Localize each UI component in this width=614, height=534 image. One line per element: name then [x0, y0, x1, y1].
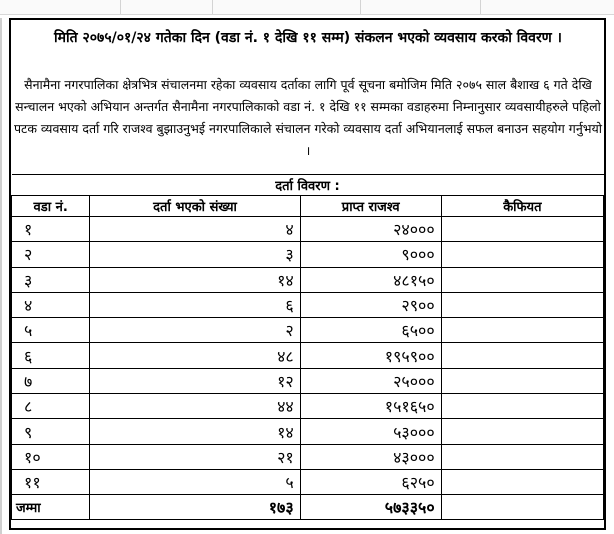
registration-count-cell: २१: [90, 444, 300, 469]
registration-count-cell: २: [90, 318, 300, 343]
table-row: [12, 343, 604, 368]
table-row: [12, 368, 604, 393]
revenue-amount-cell: २९००: [300, 292, 441, 317]
ward-number-cell: ३: [12, 267, 90, 292]
table-row: [12, 469, 604, 494]
header-ward: वडा नं.: [12, 196, 90, 217]
table-row: [12, 318, 604, 343]
registration-count-cell: ३: [90, 242, 300, 267]
report-intro: सैनामैना नगरपालिका क्षेत्रभित्र संचालनमा रहेका व्यवसाय दर्ताका लागि पूर्व सूचना बमोजिम मिति २०७५ साल बैशाख ६ गते देखि सन्चालन भएको अभियान अन्तर्गत सैनामैना नगरपालिकाको वडा नं. १ देखि ११ सम्मका वडाहरुमा निम्नानुसार व्यवसायीहरुले पहिलो पटक व्यवसाय दर्ता गरि राजश्व बुझाउनुभई नगरपालिकाले संचालन गरेको व्यवसाय दर्ता अभियानलाई सफल बनाउन सहयोग गर्नुभयो ।: [13, 77, 603, 158]
remarks-cell: [441, 292, 603, 317]
sheet-left-border: [0, 18, 2, 534]
table-caption: दर्ता विवरण :: [12, 175, 604, 196]
report-sheet: [9, 18, 606, 530]
revenue-amount-cell: २४०००: [300, 217, 441, 242]
header-count: दर्ता भएको संख्या: [90, 196, 300, 217]
ward-number-cell: १०: [12, 444, 90, 469]
table-row: [12, 242, 604, 267]
remarks-cell: [441, 444, 603, 469]
total-revenue: ५७३३५०: [300, 495, 441, 520]
revenue-amount-cell: ६२५०: [300, 469, 441, 494]
total-count: १७३: [90, 495, 300, 520]
registration-count-cell: ४४: [90, 394, 300, 419]
registration-count-cell: १२: [90, 368, 300, 393]
remarks-cell: [441, 368, 603, 393]
revenue-amount-cell: २५०००: [300, 368, 441, 393]
remarks-cell: [441, 242, 603, 267]
registration-count-cell: ४: [90, 217, 300, 242]
remarks-cell: [441, 394, 603, 419]
table-row: [12, 419, 604, 444]
table-row: [12, 292, 604, 317]
table-row: [12, 267, 604, 292]
revenue-amount-cell: ४८१५०: [300, 267, 441, 292]
ward-number-cell: ६: [12, 343, 90, 368]
registration-count-cell: ५: [90, 469, 300, 494]
ward-number-cell: २: [12, 242, 90, 267]
revenue-amount-cell: ६५००: [300, 318, 441, 343]
registration-table: [11, 174, 604, 520]
ward-number-cell: १: [12, 217, 90, 242]
revenue-amount-cell: ९०००: [300, 242, 441, 267]
revenue-amount-cell: ५३०००: [300, 419, 441, 444]
remarks-cell: [441, 343, 603, 368]
ward-number-cell: ८: [12, 394, 90, 419]
report-title: मिति २०७५/०१/२४ गतेका दिन (वडा नं. १ देखि ११ सम्म) संकलन भएको व्यवसाय करको विवरण ।: [54, 30, 562, 46]
total-remarks: [441, 495, 603, 520]
remarks-cell: [441, 419, 603, 444]
registration-count-cell: ६: [90, 292, 300, 317]
table-header-row: [12, 196, 604, 217]
table-body: [12, 217, 604, 495]
revenue-amount-cell: १९५९००: [300, 343, 441, 368]
ward-number-cell: ५: [12, 318, 90, 343]
ward-number-cell: ७: [12, 368, 90, 393]
spreadsheet-column-strip: [0, 0, 614, 15]
table-row: [12, 444, 604, 469]
table-caption-row: [12, 175, 604, 196]
remarks-cell: [441, 217, 603, 242]
ward-number-cell: ९: [12, 419, 90, 444]
revenue-amount-cell: ४३०००: [300, 444, 441, 469]
total-label: जम्मा: [12, 495, 90, 520]
ward-number-cell: ११: [12, 469, 90, 494]
header-remarks: कैफियत: [441, 196, 603, 217]
table-row: [12, 217, 604, 242]
registration-count-cell: १४: [90, 267, 300, 292]
remarks-cell: [441, 318, 603, 343]
remarks-cell: [441, 469, 603, 494]
remarks-cell: [441, 267, 603, 292]
revenue-amount-cell: १५१६५०: [300, 394, 441, 419]
registration-count-cell: ४८: [90, 343, 300, 368]
registration-count-cell: १४: [90, 419, 300, 444]
table-row: [12, 394, 604, 419]
ward-number-cell: ४: [12, 292, 90, 317]
header-revenue: प्राप्त राजश्व: [300, 196, 441, 217]
total-row: [12, 495, 604, 520]
